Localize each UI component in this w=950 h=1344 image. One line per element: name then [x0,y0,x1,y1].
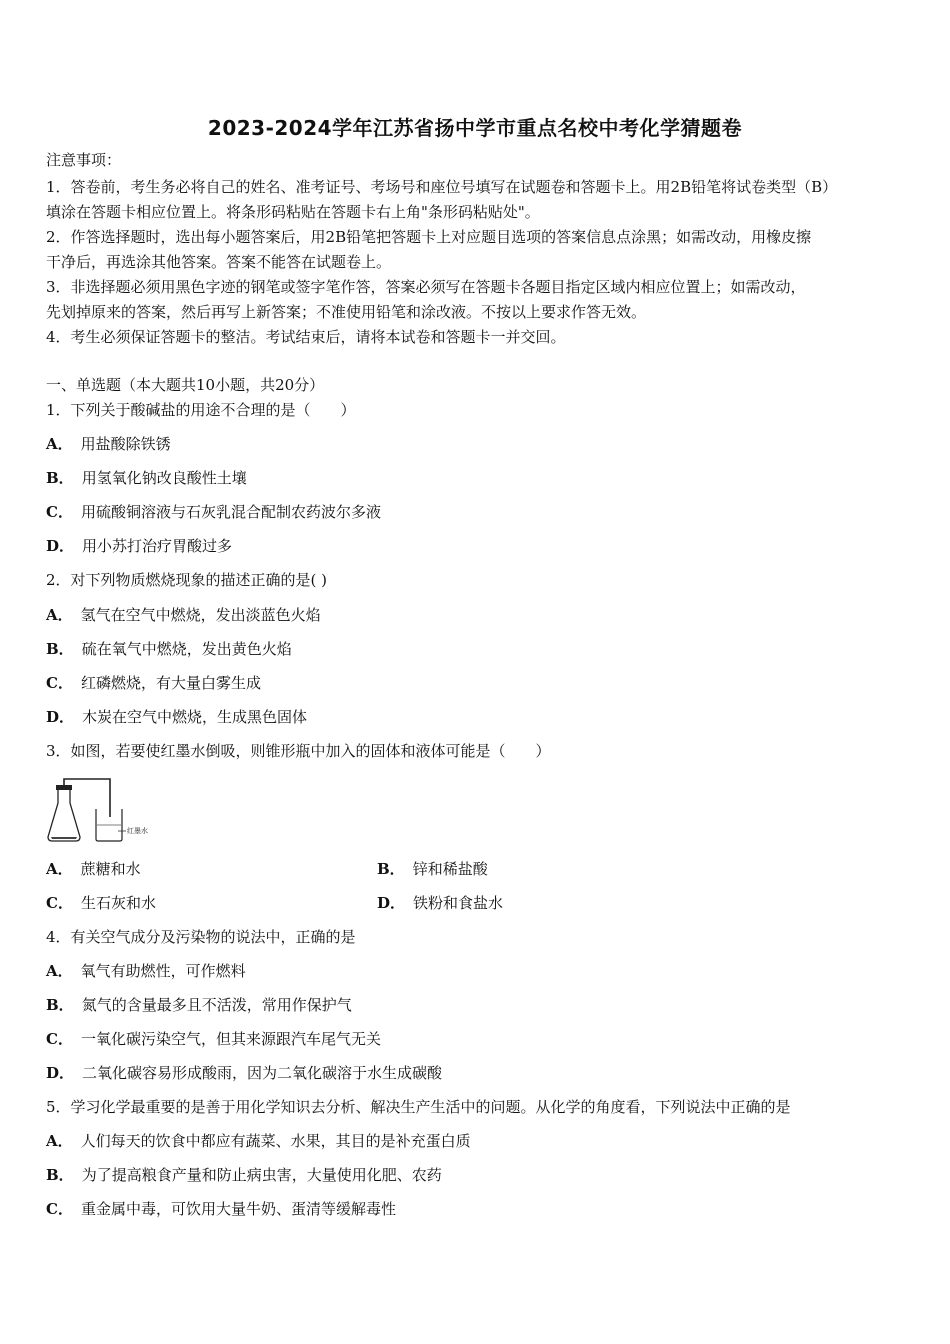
option-letter: C． [46,674,73,692]
notice-line: 填涂在答题卡相应位置上。将条形码粘贴在答题卡右上角"条形码粘贴处"。 [46,203,540,221]
option [46,707,307,727]
option-letter: B． [46,996,74,1014]
option-letter: C． [46,894,73,912]
notice-line: 1．答卷前，考生务必将自己的姓名、准考证号、考场号和座位号填写在试题卷和答题卡上。用2B铅笔将试卷类型（B） [46,178,838,196]
option-text: 氧气有助燃性，可作燃料 [80,962,246,980]
option [46,468,247,488]
option [46,995,352,1015]
notice-line: 2．作答选择题时，选出每小题答案后，用2B铅笔把答题卡上对应题目选项的答案信息点涂黑；如需改动，用橡皮擦 [46,228,812,246]
question-4-stem: 4．有关空气成分及污染物的说法中，正确的是 [46,928,356,946]
option-letter: C． [46,503,73,521]
option-letter: C． [46,1030,73,1048]
option [46,1131,471,1151]
notice-line: 干净后，再选涂其他答案。答案不能答在试题卷上。 [46,253,392,271]
option [46,859,141,879]
option [46,1199,396,1219]
option [46,605,321,625]
option-letter: A． [46,962,73,980]
option-letter: D． [46,1064,75,1082]
option-text: 为了提高粮食产量和防止病虫害，大量使用化肥、农药 [81,1166,442,1184]
option-text: 红磷燃烧，有大量白雾生成 [80,674,261,692]
option-letter: D． [377,894,406,912]
notice-heading: 注意事项： [46,151,122,169]
question-2-stem: 2．对下列物质燃烧现象的描述正确的是( ) [46,571,328,589]
option-letter: B． [46,469,74,487]
option [46,639,292,659]
option-letter: A． [46,860,73,878]
option [46,961,246,981]
option-text: 用盐酸除铁锈 [80,435,171,453]
figure-label: 红墨水 [127,827,148,835]
option-letter: A． [46,606,73,624]
option-letter: C． [46,1200,73,1218]
option-letter: D． [46,537,75,555]
option-text: 铁粉和食盐水 [413,894,504,912]
option-text: 硫在氧气中燃烧，发出黄色火焰 [81,640,292,658]
question-3-stem: 3．如图，若要使红墨水倒吸，则锥形瓶中加入的固体和液体可能是（ ） [46,742,551,760]
option-letter: B． [377,860,405,878]
option [46,536,232,556]
option-text: 氢气在空气中燃烧，发出淡蓝色火焰 [80,606,321,624]
apparatus-figure [44,773,154,845]
option [377,893,503,913]
page-title: 2023-2024学年江苏省扬中学市重点名校中考化学猜题卷 [207,116,743,140]
option-letter: A． [46,435,73,453]
option-text: 用小苏打治疗胃酸过多 [82,537,233,555]
option-text: 人们每天的饮食中都应有蔬菜、水果，其目的是补充蛋白质 [80,1132,471,1150]
option-letter: B． [46,640,74,658]
option-text: 氮气的含量最多且不活泼，常用作保护气 [81,996,352,1014]
notice-line: 先划掉原来的答案，然后再写上新答案；不准使用铅笔和涂改液。不按以上要求作答无效。 [46,303,647,321]
option-text: 用氢氧化钠改良酸性土壤 [81,469,247,487]
option-text: 锌和稀盐酸 [412,860,488,878]
option [46,502,381,522]
option-text: 蔗糖和水 [80,860,141,878]
notice-line: 4．考生必须保证答题卡的整洁。考试结束后，请将本试卷和答题卡一并交回。 [46,328,566,346]
option-letter: A． [46,1132,73,1150]
option-text: 木炭在空气中燃烧，生成黑色固体 [82,708,308,726]
option-text: 重金属中毒，可饮用大量牛奶、蛋清等缓解毒性 [80,1200,396,1218]
option-text: 用硫酸铜溶液与石灰乳混合配制农药波尔多液 [80,503,381,521]
option-letter: B． [46,1166,74,1184]
question-5-stem: 5．学习化学最重要的是善于用化学知识去分析、解决生产生活中的问题。从化学的角度看，下列说法中正确的是 [46,1098,791,1116]
option [46,1165,442,1185]
option [46,673,261,693]
question-1-stem: 1．下列关于酸碱盐的用途不合理的是（ ） [46,401,356,419]
section-heading: 一、单选题（本大题共10小题，共20分） [46,376,325,394]
option-text: 一氧化碳污染空气，但其来源跟汽车尾气无关 [80,1030,381,1048]
option-letter: D． [46,708,75,726]
option [377,859,488,879]
notice-line: 3．非选择题必须用黑色字迹的钢笔或签字笔作答，答案必须写在答题卡各题目指定区域内相应位置上；如需改动， [46,278,806,296]
option [46,434,171,454]
option [46,893,156,913]
option-text: 生石灰和水 [80,894,156,912]
option-text: 二氧化碳容易形成酸雨，因为二氧化碳溶于水生成碳酸 [82,1064,443,1082]
option [46,1063,442,1083]
option [46,1029,381,1049]
